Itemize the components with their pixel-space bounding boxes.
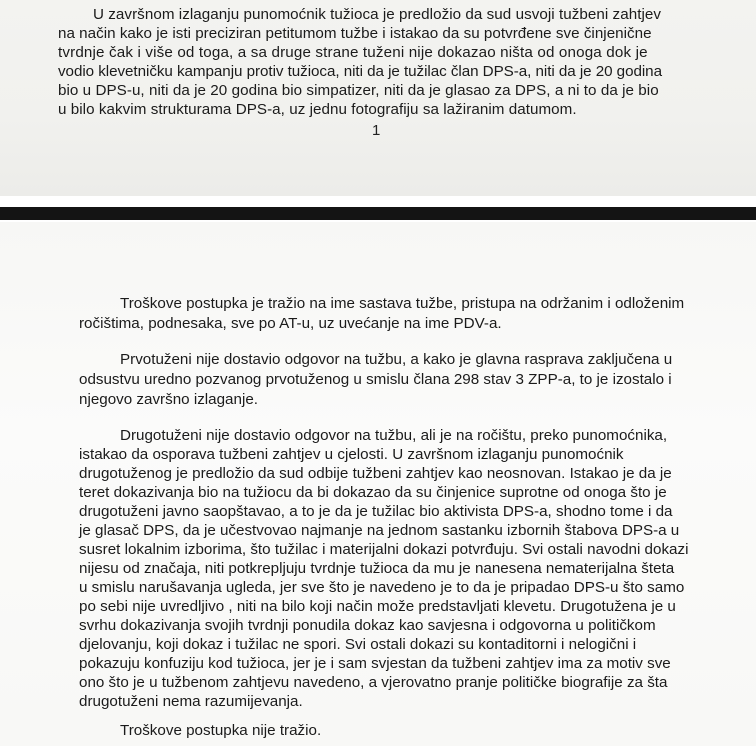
text-line: pokazuju konfuziju kod tužioca, jer je i sam svjestan da tužbeni zahtjev ima za motiv sve: [79, 655, 671, 672]
text-line: ročištima, podnesaka, sve po AT-u, uz uvećanje na ime PDV-a.: [79, 315, 502, 332]
text-line: drugotuženi nema razumijevanja.: [79, 693, 303, 710]
text-line: na način kako je isti preciziran petitumom tužbe i istakao da su potvrđene sve činjenične: [58, 25, 652, 42]
text-line: vodio klevetničku kampanju protiv tužioca, niti da je tužilac član DPS-a, niti da je 20 godina: [58, 63, 662, 80]
scan-gap-band: [0, 207, 756, 220]
text-line: bio u DPS-u, niti da je 20 godina bio simpatizer, niti da je glasao za DPS, a ni to da je bio: [58, 82, 659, 99]
page-top: [0, 0, 756, 196]
text-line: ono što je u tužbenom zahtjevu navedeno, a vjerovatno pranje političke biografije za šta: [79, 674, 668, 691]
text-line: njegovo završno izlaganje.: [79, 391, 258, 408]
text-line: je glasač DPS, da je učestvovao najmanje na jednom sastanku izbornih štabova DPS-a u: [79, 522, 680, 539]
page-bottom: [0, 222, 756, 746]
text-line: U završnom izlaganju punomoćnik tužioca je predložio da sud usvoji tužbeni zahtjev: [93, 6, 662, 23]
text-line: susret lokalnim izborima, što tužilac i materijalni dokazi potvrđuju. Svi ostali navodni dokazi: [79, 541, 689, 558]
text-line: Troškove postupka nije tražio.: [120, 722, 322, 739]
text-line: drugotuženog je predložio da sud odbije tužbeni zahtjev kao neosnovan. Istakao je da je: [79, 465, 672, 482]
text-line: Drugotuženi nije dostavio odgovor na tužbu, ali je na ročištu, preko punomoćnika,: [120, 427, 668, 444]
text-line: odsustvu uredno pozvanog prvotuženog u smislu člana 298 stav 3 ZPP-a, to je izostalo i: [79, 371, 672, 388]
text-line: Prvotuženi nije dostavio odgovor na tužbu, a kako je glavna rasprava zaključena u: [120, 351, 673, 368]
text-line: teret dokazivanja bio na tužiocu da bi dokazao da su činjenice suprotne od onoga što je: [79, 484, 667, 501]
text-line: u bilo kakvim strukturama DPS-a, uz jednu fotografiju sa lažiranim datumom.: [58, 101, 577, 118]
text-line: tvrdnje čak i više od toga, a sa druge strane tuženi nije dokazao ništa od onoga dok je: [58, 44, 648, 61]
text-line: drugotuženi javno saopštavao, a to je da je tužilac bio aktivista DPS-a, shodno tome i da: [79, 503, 673, 520]
text-line: istakao da osporava tužbeni zahtjev u cjelosti. U završnom izlaganju punomoćnik: [79, 446, 624, 463]
page-number: 1: [372, 122, 381, 139]
page-separator: [0, 196, 756, 222]
text-line: djelovanju, koji dokaz i tužilac ne spori. Svi ostali dokazi su kontaditorni i nelogični i: [79, 636, 637, 653]
text-line: nijesu od značaja, niti potkrepljuju tvrdnje tužioca da mu je nanesena nematerijalna šteta: [79, 560, 675, 577]
text-line: svrhu dokazivanja svojih tvrdnji ponudila dokaz kao savjesna i odgovorna u političkom: [79, 617, 656, 634]
text-line: Troškove postupka je tražio na ime sastava tužbe, pristupa na održanim i odloženim: [120, 295, 685, 312]
text-line: u smislu narušavanja ugleda, jer sve što je navedeno je to da je pripadao DPS-u što samo: [79, 579, 685, 596]
text-line: po sebi nije uvredljivo , niti na bilo koji način može predstavljati klevetu. Drugotužena je u: [79, 598, 676, 615]
